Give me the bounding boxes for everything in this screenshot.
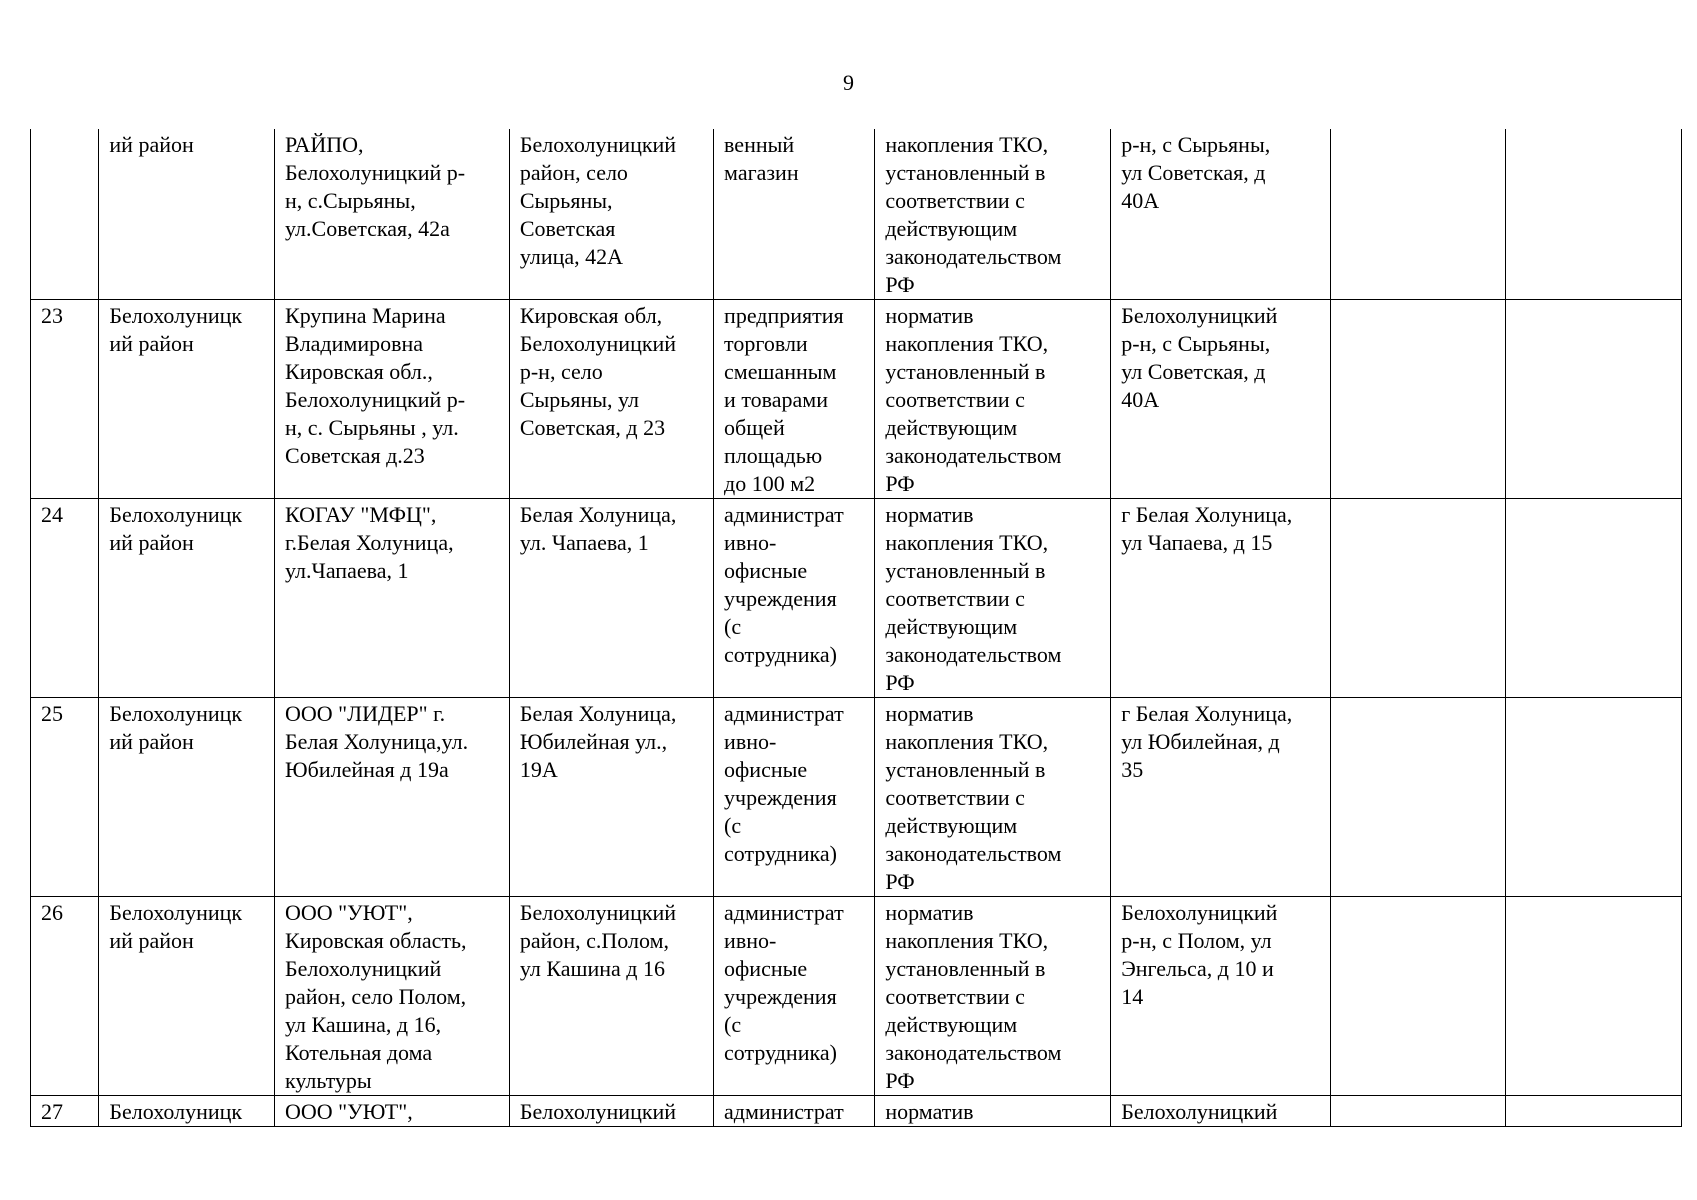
district-cell: Белохолуницк <box>99 1096 275 1127</box>
district-cell: ий район <box>99 129 275 300</box>
table-row <box>31 300 1682 499</box>
address-cell: Белохолуницкий <box>509 1096 713 1127</box>
collection-site-cell: Белохолуницкий р-н, с Сырьяны, ул Советская, д 40А <box>1111 300 1331 499</box>
category-cell: администрат ивно- офисные учреждения (с сотрудника) <box>714 499 875 698</box>
organization-cell: КОГАУ "МФЦ", г.Белая Холуница, ул.Чапаева, 1 <box>275 499 510 698</box>
empty-cell <box>1330 698 1506 897</box>
organization-cell: ООО "ЛИДЕР" г. Белая Холуница,ул. Юбилейная д 19а <box>275 698 510 897</box>
empty-cell <box>1330 499 1506 698</box>
row-number-cell: 24 <box>31 499 99 698</box>
empty-cell <box>1506 698 1682 897</box>
row-number-cell <box>31 129 99 300</box>
table-row <box>31 698 1682 897</box>
address-cell: Белохолуницкий район, село Сырьяны, Советская улица, 42А <box>509 129 713 300</box>
empty-cell <box>1506 300 1682 499</box>
district-cell: Белохолуницк ий район <box>99 499 275 698</box>
collection-site-cell: г Белая Холуница, ул Юбилейная, д 35 <box>1111 698 1331 897</box>
collection-site-cell: р-н, с Сырьяны, ул Советская, д 40А <box>1111 129 1331 300</box>
table-row <box>31 897 1682 1096</box>
table-row <box>31 129 1682 300</box>
organization-cell: ООО "УЮТ", Кировская область, Белохолуницкий район, село Полом, ул Кашина, д 16, Котельная дома культуры <box>275 897 510 1096</box>
empty-cell <box>1506 1096 1682 1127</box>
empty-cell <box>1506 499 1682 698</box>
norm-cell: норматив <box>875 1096 1111 1127</box>
collection-site-cell: г Белая Холуница, ул Чапаева, д 15 <box>1111 499 1331 698</box>
page-number: 9 <box>843 70 854 95</box>
norm-cell: норматив накопления ТКО, установленный в соответствии с действующим законодательством РФ <box>875 698 1111 897</box>
address-cell: Кировская обл, Белохолуницкий р-н, село Сырьяны, ул Советская, д 23 <box>509 300 713 499</box>
address-cell: Белая Холуница, ул. Чапаева, 1 <box>509 499 713 698</box>
norm-cell: норматив накопления ТКО, установленный в соответствии с действующим законодательством РФ <box>875 499 1111 698</box>
district-cell: Белохолуницк ий район <box>99 897 275 1096</box>
empty-cell <box>1330 300 1506 499</box>
norm-cell: норматив накопления ТКО, установленный в соответствии с действующим законодательством РФ <box>875 897 1111 1096</box>
organization-cell: ООО "УЮТ", <box>275 1096 510 1127</box>
row-number-cell: 23 <box>31 300 99 499</box>
collection-site-cell: Белохолуницкий <box>1111 1096 1331 1127</box>
empty-cell <box>1330 1096 1506 1127</box>
organization-cell: Крупина Марина Владимировна Кировская обл., Белохолуницкий р- н, с. Сырьяны , ул. Советская д.23 <box>275 300 510 499</box>
row-number-cell: 27 <box>31 1096 99 1127</box>
address-cell: Белохолуницкий район, с.Полом, ул Кашина д 16 <box>509 897 713 1096</box>
organization-cell: РАЙПО, Белохолуницкий р- н, с.Сырьяны, ул.Советская, 42а <box>275 129 510 300</box>
category-cell: администрат ивно- офисные учреждения (с сотрудника) <box>714 897 875 1096</box>
address-cell: Белая Холуница, Юбилейная ул., 19А <box>509 698 713 897</box>
category-cell: предприятия торговли смешанным и товарами общей площадью до 100 м2 <box>714 300 875 499</box>
empty-cell <box>1506 129 1682 300</box>
row-number-cell: 25 <box>31 698 99 897</box>
category-cell: венный магазин <box>714 129 875 300</box>
category-cell: администрат ивно- офисные учреждения (с сотрудника) <box>714 698 875 897</box>
empty-cell <box>1506 897 1682 1096</box>
norm-cell: норматив накопления ТКО, установленный в соответствии с действующим законодательством РФ <box>875 300 1111 499</box>
district-cell: Белохолуницк ий район <box>99 698 275 897</box>
row-number-cell: 26 <box>31 897 99 1096</box>
table-row <box>31 1096 1682 1127</box>
waste-registry-table <box>30 129 1682 1127</box>
district-cell: Белохолуницк ий район <box>99 300 275 499</box>
table-row <box>31 499 1682 698</box>
empty-cell <box>1330 897 1506 1096</box>
norm-cell: накопления ТКО, установленный в соответствии с действующим законодательством РФ <box>875 129 1111 300</box>
empty-cell <box>1330 129 1506 300</box>
collection-site-cell: Белохолуницкий р-н, с Полом, ул Энгельса, д 10 и 14 <box>1111 897 1331 1096</box>
category-cell: администрат <box>714 1096 875 1127</box>
